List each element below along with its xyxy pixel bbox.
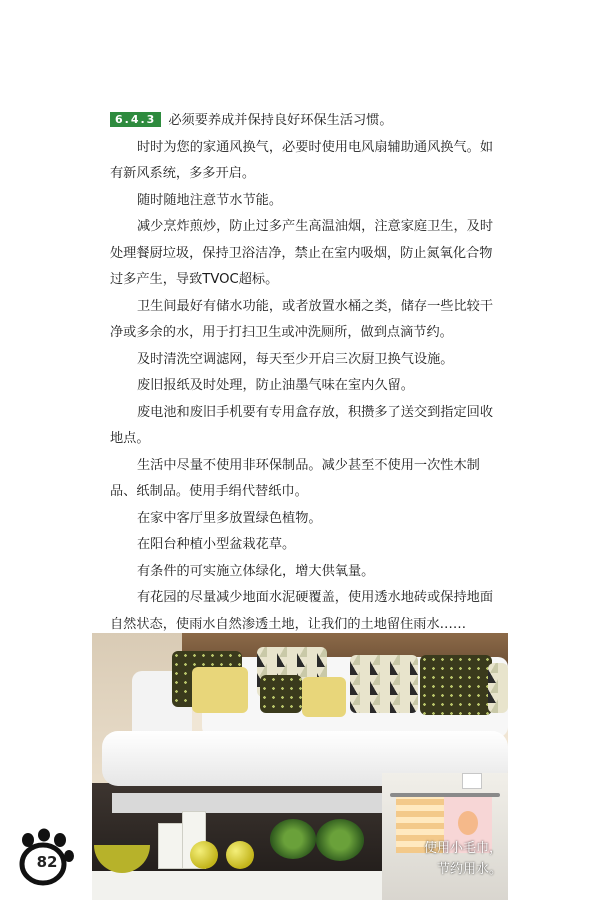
paragraph: 卫生间最好有储水功能，或者放置水桶之类，储存一些比较干净或多余的水，用于打扫卫生或冲洗厕所，做到点滴节约。 xyxy=(110,298,494,340)
display-shelf xyxy=(92,871,392,900)
yellow-ball xyxy=(226,841,254,869)
paragraph: 时时为您的家通风换气，必要时使用电风扇辅助通风换气。如有新风系统，多多开启。 xyxy=(110,139,494,181)
caption-line: 节约用水。 xyxy=(436,862,502,877)
paragraph: 及时清洗空调滤网，每天至少开启三次厨卫换气设施。 xyxy=(137,351,454,367)
paragraph: 有花园的尽量减少地面水泥硬覆盖，使用透水地砖或保持地面自然状态，使雨水自然渗透土地，让我们的土地留住雨水…… xyxy=(110,590,494,632)
photo-caption xyxy=(424,838,502,880)
section-title: 必须要养成并保持良好环保生活习惯。 xyxy=(168,113,393,128)
caption-line: 使用小毛巾， xyxy=(423,841,502,856)
paragraph: 减少烹炸煎炒，防止过多产生高温油烟，注意家庭卫生，及时处理餐厨垃圾，保持卫浴洁净，禁止在室内吸烟，防止氮氧化合物过多产生，导致TVOC超标。 xyxy=(110,219,494,287)
yellow-ball xyxy=(190,841,218,869)
paragraph: 废旧报纸及时处理，防止油墨气味在室内久留。 xyxy=(137,378,414,393)
pillow xyxy=(420,655,492,715)
potted-plant xyxy=(270,819,316,859)
section-number-badge: 6.4.3 xyxy=(110,112,161,127)
section-heading xyxy=(110,108,500,135)
pillow xyxy=(260,675,302,713)
wall-socket xyxy=(462,773,482,789)
paragraph: 在家中客厅里多放置绿色植物。 xyxy=(137,510,322,526)
paragraph: 随时随地注意节水节能。 xyxy=(137,192,283,208)
towel-inset-photo xyxy=(382,773,508,900)
paragraph: 生活中尽量不使用非环保制品。减少甚至不使用一次性木制品、纸制品。使用手绢代替纸巾。 xyxy=(110,457,480,499)
pillow xyxy=(192,667,248,713)
pillow xyxy=(350,655,418,713)
pillow xyxy=(488,663,508,713)
towel-cartoon-face xyxy=(458,811,478,835)
page-number: 82 xyxy=(36,853,58,871)
living-room-photo xyxy=(92,633,508,900)
article-body xyxy=(110,108,500,638)
paragraph: 废电池和废旧手机要有专用盒存放，积攒多了送交到指定回收地点。 xyxy=(110,404,494,446)
paragraph: 在阳台种植小型盆栽花草。 xyxy=(137,537,296,552)
paragraph: 有条件的可实施立体绿化，增大供氧量。 xyxy=(137,563,375,579)
pillow xyxy=(302,677,346,717)
potted-plant xyxy=(316,819,364,861)
page-number-badge xyxy=(18,828,74,886)
